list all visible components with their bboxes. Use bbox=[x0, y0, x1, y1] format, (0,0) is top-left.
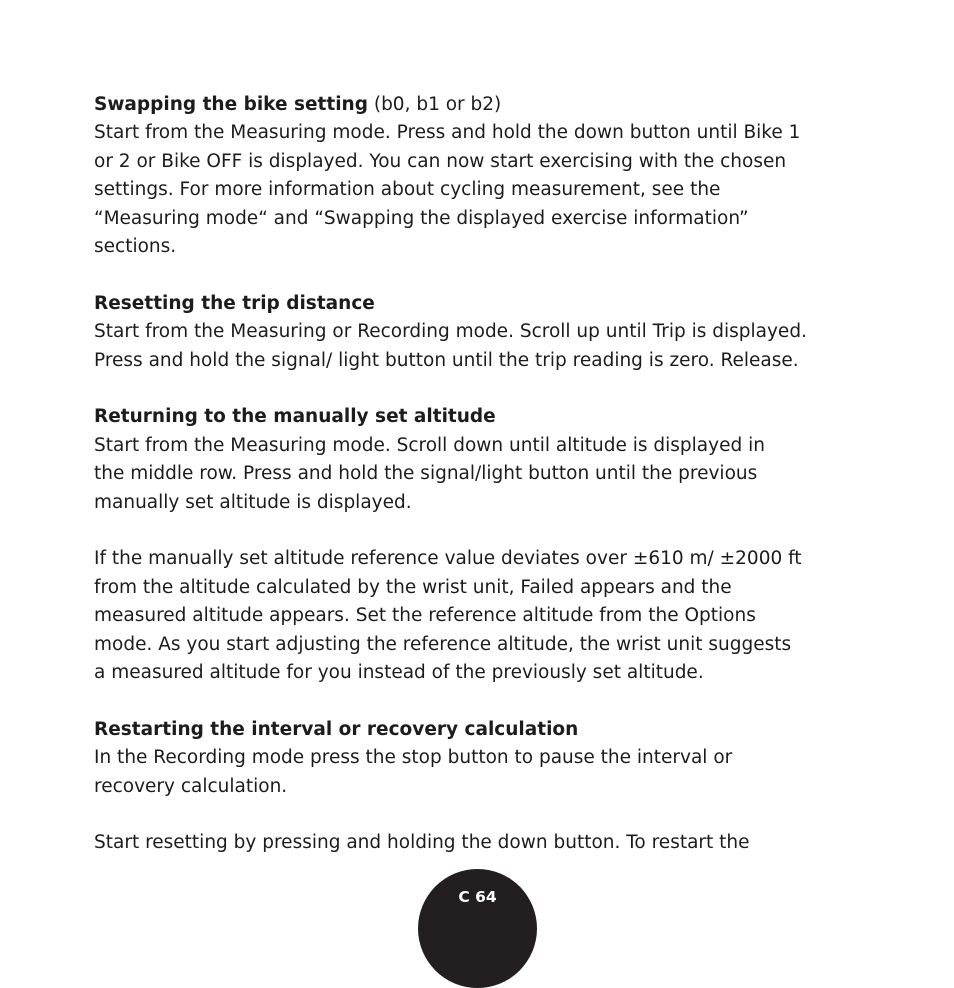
body-line: recovery calculation. bbox=[94, 775, 288, 797]
section-heading: Returning to the manually set altitude bbox=[94, 406, 496, 428]
paragraph-gap bbox=[94, 261, 854, 289]
page-number-tab bbox=[418, 869, 537, 988]
body-line: settings. For more information about cycling measurement, see the bbox=[94, 179, 721, 201]
body-line: from the altitude calculated by the wrist unit, Failed appears and the bbox=[94, 576, 732, 598]
document-body bbox=[94, 91, 854, 858]
section-heading bbox=[94, 91, 854, 119]
body-line: Start from the Measuring mode. Scroll down until altitude is displayed in bbox=[94, 434, 765, 456]
body-line: In the Recording mode press the stop button to pause the interval or bbox=[94, 747, 733, 769]
body-line: manually set altitude is displayed. bbox=[94, 491, 412, 513]
heading-suffix-text: (b0, b1 or b2) bbox=[367, 94, 502, 115]
section-altitude-deviation-note bbox=[94, 545, 854, 687]
body-line: or 2 or Bike OFF is displayed. You can now start exercising with the chosen bbox=[94, 150, 787, 172]
body-line: Start resetting by pressing and holding the down button. To restart the bbox=[94, 832, 750, 854]
body-line: “Measuring mode“ and “Swapping the displayed exercise information” bbox=[94, 207, 749, 229]
paragraph-gap bbox=[94, 687, 854, 715]
body-line: measured altitude appears. Set the reference altitude from the Options bbox=[94, 605, 756, 627]
page-number: C 64 bbox=[458, 888, 497, 906]
body-line: Start from the Measuring or Recording mode. Scroll up until Trip is displayed. bbox=[94, 321, 807, 343]
body-line: mode. As you start adjusting the reference altitude, the wrist unit suggests bbox=[94, 633, 792, 655]
section-start-resetting bbox=[94, 829, 854, 857]
paragraph-gap bbox=[94, 801, 854, 829]
section-heading: Restarting the interval or recovery calculation bbox=[94, 718, 579, 740]
paragraph-gap bbox=[94, 375, 854, 403]
section-restarting-interval-calculation bbox=[94, 716, 854, 801]
body-line: Press and hold the signal/ light button until the trip reading is zero. Release. bbox=[94, 349, 799, 371]
body-line: If the manually set altitude reference value deviates over ±610 m/ ±2000 ft bbox=[94, 548, 802, 570]
section-swapping-bike-setting bbox=[94, 91, 854, 261]
section-returning-manual-altitude bbox=[94, 403, 854, 517]
heading-text: Swapping the bike setting bbox=[94, 94, 368, 115]
body-line: the middle row. Press and hold the signal/light button until the previous bbox=[94, 463, 758, 485]
paragraph-gap bbox=[94, 517, 854, 545]
section-heading: Resetting the trip distance bbox=[94, 292, 375, 314]
body-line: a measured altitude for you instead of the previously set altitude. bbox=[94, 662, 704, 684]
section-resetting-trip-distance bbox=[94, 290, 854, 375]
body-line: sections. bbox=[94, 236, 177, 258]
body-line: Start from the Measuring mode. Press and hold the down button until Bike 1 bbox=[94, 122, 801, 144]
